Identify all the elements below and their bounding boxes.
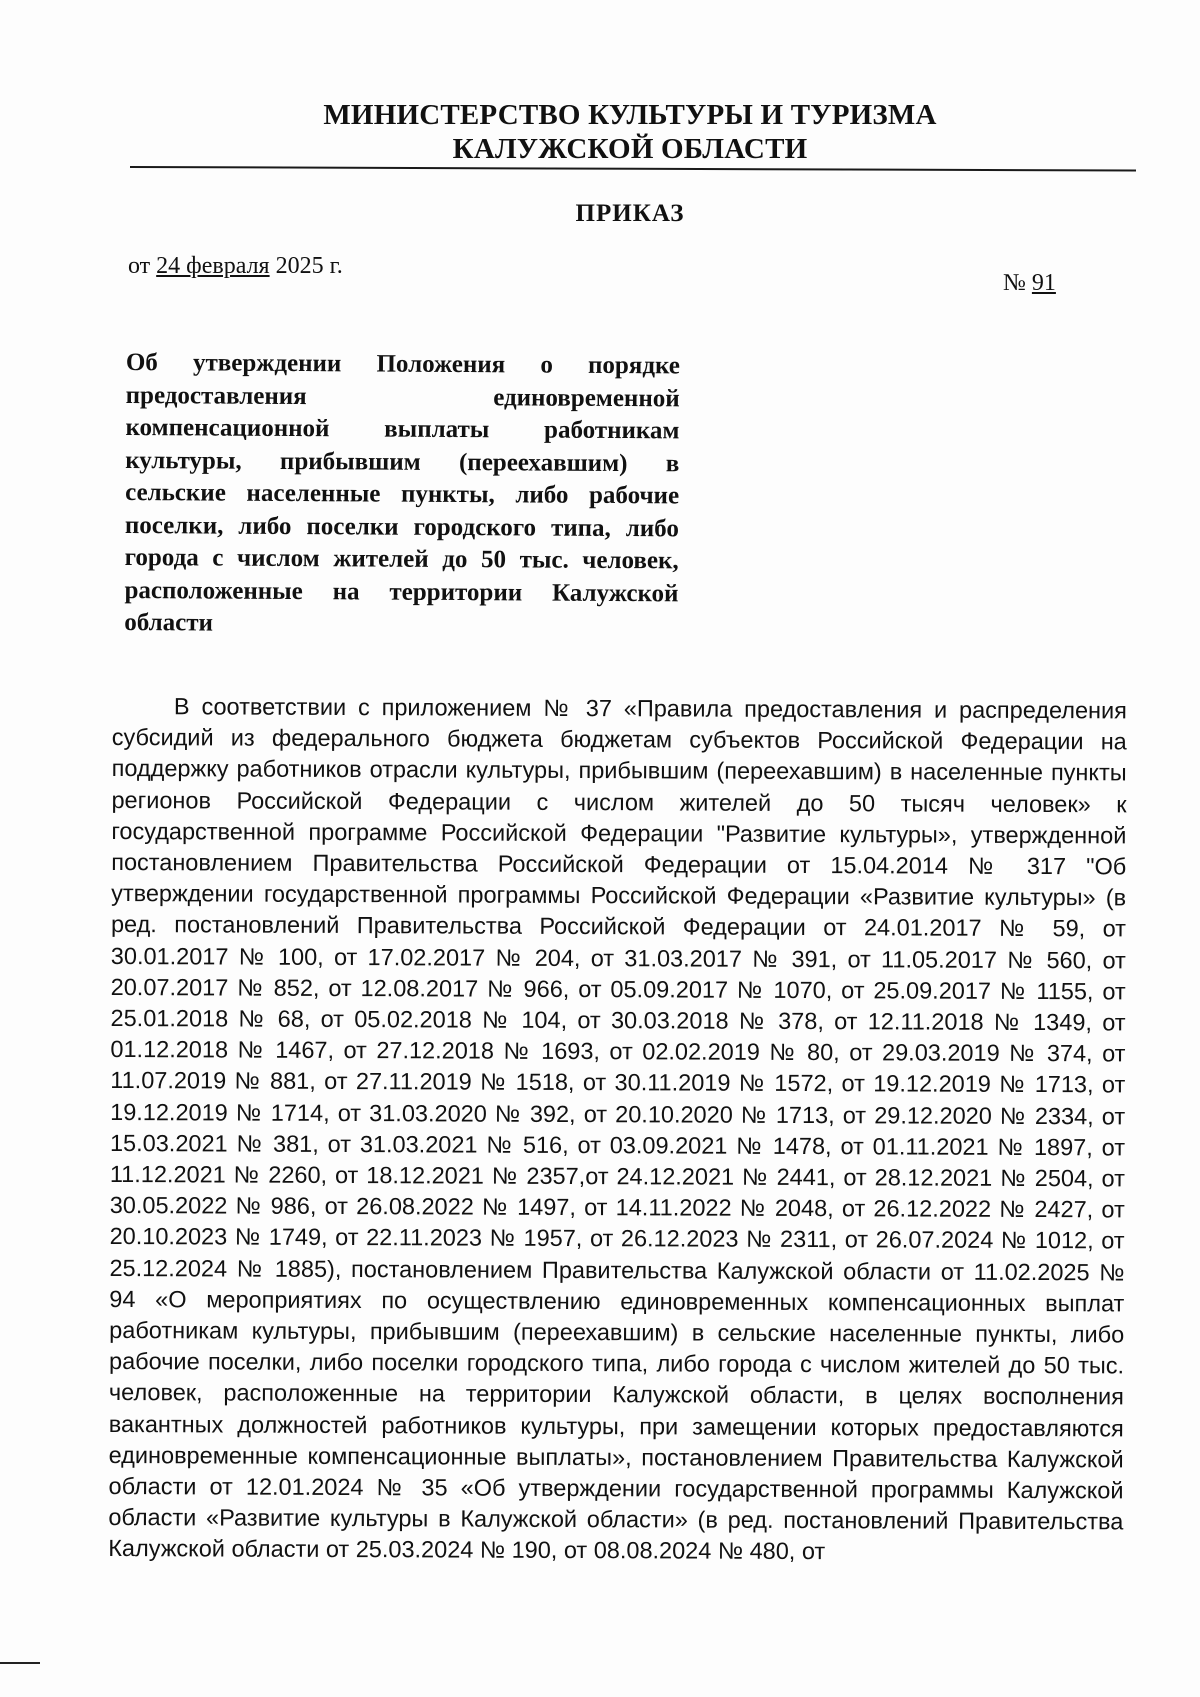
organization-name-line1: МИНИСТЕРСТВО КУЛЬТУРЫ И ТУРИЗМА — [323, 99, 937, 131]
header-divider — [130, 166, 1136, 172]
order-subject: Об утверждении Положения о порядке предоставления единовременной компенсационной выплаты работникам культуры, прибывшим (переехавшим) в сельские населенные пункты, либо рабочие поселки, либо поселки городского типа, либо города с числом жителей до 50 тыс. человек, расположенные на территории Калужской области — [124, 348, 680, 637]
organization-header — [300, 98, 960, 166]
order-number-prefix: № — [1003, 270, 1032, 296]
margin-mark — [0, 1662, 40, 1664]
order-number-value: 91 — [1031, 270, 1056, 296]
order-date-prefix: от — [128, 253, 157, 279]
order-date — [128, 253, 343, 280]
order-date-value: 24 февраля — [156, 253, 270, 279]
order-date-suffix: 2025 г. — [269, 253, 343, 279]
order-title: ПРИКАЗ — [575, 200, 685, 227]
order-number — [1003, 270, 1056, 297]
order-body-paragraph: В соответствии с приложением № 37 «Правила предоставления и распределения субсидий из федерального бюджета бюджетам субъектов Российской Федерации на поддержку работников отрасли культуры, прибывшим (переехавшим) в населенные пункты регионов Российской Федерации с числом жителей до 50 тысяч человек» к государственной программе Российской Федерации "Развитие культуры», утвержденной постановлением Правительства Российской Федерации от 15.04.2014 № 317 "Об утверждении государственной программы Российской Федерации «Развитие культуры» (в ред. постановлений Правительства Российской Федерации от 24.01.2017 № 59, от 30.01.2017 № 100, от 17.02.2017 № 204, от 31.03.2017 № 391, от 11.05.2017 № 560, от 20.07.2017 № 852, от 12.08.2017 № 966, от 05.09.2017 № 1070, от 25.09.2017 № 1155, от 25.01.2018 № 68, от 05.02.2018 № 104, от 30.03.2018 № 378, от 12.11.2018 № 1349, от 01.12.2018 № 1467, от 27.12.2018 № 1693, от 02.02.2019 № 80, от 29.03.2019 № 374, от 11.07.2019 № 881, от 27.11.2019 № 1518, от 30.11.2019 № 1572, от 19.12.2019 № 1713, от 19.12.2019 № 1714, от 31.03.2020 № 392, от 20.10.2020 № 1713, от 29.12.2020 № 2334, от 15.03.2021 № 381, от 31.03.2021 № 516, от 03.09.2021 № 1478, от 01.11.2021 № 1897, от 11.12.2021 № 2260, от 18.12.2021 № 2357,от 24.12.2021 № 2441, от 28.12.2021 № 2504, от 30.05.2022 № 986, от 26.08.2022 № 1497, от 14.11.2022 № 2048, от 26.12.2022 № 2427, от 20.10.2023 № 1749, от 22.11.2023 № 1957, от 26.12.2023 № 2311, от 26.07.2024 № 1012, от 25.12.2024 № 1885), постановлением Правительства Калужской области от 11.02.2025 № 94 «О мероприятиях по осуществлению единовременных компенсационных выплат работникам культуры, прибывшим (переехавшим) в сельские населенные пункты, либо рабочие поселки, либо поселки городского типа, либо города с числом жителей до 50 тыс. человек, расположенные на территории Калужской области, в целях восполнения вакантных должностей работников культуры, при замещении которых предоставляются единовременные компенсационные выплаты», постановлением Правительства Калужской области от 12.01.2024 № 35 «Об утверждении государственной программы Калужской области «Развитие культуры в Калужской области» (в ред. постановлений Правительства Калужской области от 25.03.2024 № 190, от 08.08.2024 № 480, от — [108, 693, 1127, 1565]
organization-name-line2: КАЛУЖСКОЙ ОБЛАСТИ — [452, 133, 808, 165]
